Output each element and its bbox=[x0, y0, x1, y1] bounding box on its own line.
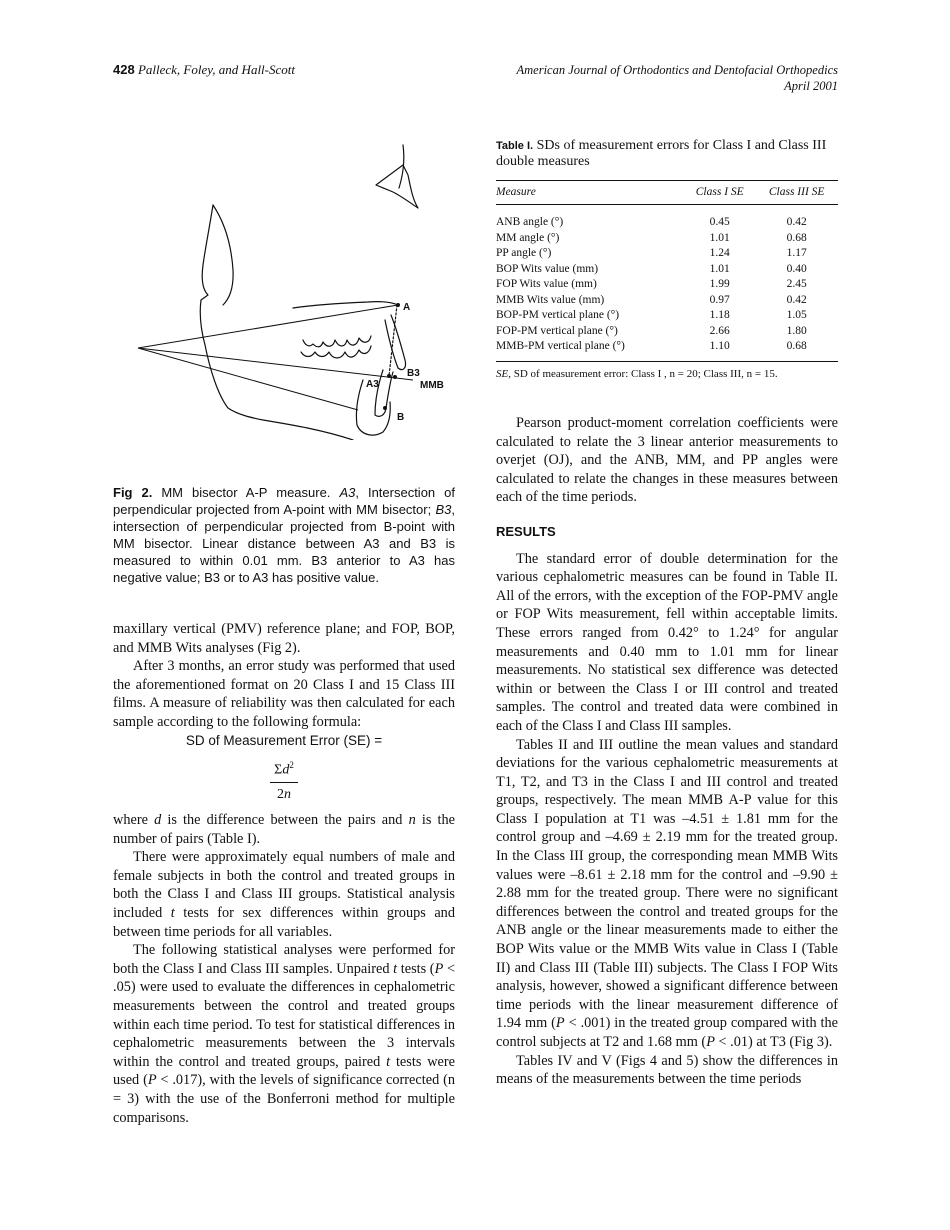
paragraph: Tables IV and V (Figs 4 and 5) show the differences in means of the measurements between the time periods bbox=[496, 1052, 838, 1088]
table-row: MMB Wits value (mm) 0.97 0.42 bbox=[496, 293, 807, 306]
paragraph: The standard error of double determination for the various cephalometric measures can be found in Table II. All of the errors, with the exception of the FOP-PMV angle or FOP Wits measurement, fell within acceptable limits. These errors ranged from 0.42° to 1.24° for angular measurements and 0.40 mm to 1.01 mm for linear measurements. No statistical sex difference was detected within or between the Class I or III control and treated samples. The control and treated data were combined in each of the Class I and Class III samples. bbox=[496, 550, 838, 734]
table-header-class-i: Class I SE bbox=[684, 181, 755, 205]
a-point bbox=[396, 303, 400, 307]
page-number: 428 bbox=[113, 62, 135, 77]
running-header-left bbox=[113, 62, 295, 78]
figure-label: Fig 2. bbox=[113, 485, 153, 500]
ramus-outline bbox=[213, 205, 233, 305]
label-b3: B3 bbox=[407, 368, 420, 379]
error-table bbox=[496, 180, 838, 362]
maxilla-outline bbox=[293, 302, 398, 308]
paragraph: Tables II and III outline the mean values and standard deviations for the various cephalometric measurements at T1, T2, and T3 in the Class I and III control and treated groups, respectively. The mean MMB A-P value for this Class I population at T1 was –4.51 ± 1.81 mm for the control group and –4.69 ± 2.19 mm for the treated group. In the Class III group, the corresponding mean MMB Wits values were –8.61 ± 2.18 mm for the control and –9.90 ± 2.88 mm for the treated group. There were no significant differences between the control and treated groups for the ANB angle or the linear measurements made to either the BOP Wits value or the MMB Wits value in Class I (Table II) and Class III (Table III) subjects. The Class I FOP Wits analysis, however, showed a significant difference between time periods with the linear measurement difference of 1.94 mm (P < .001) in the treated group compared with the control subjects at T2 and 1.68 mm (P < .01) at T3 (Fig 3). bbox=[496, 736, 839, 1050]
table-row: BOP-PM vertical plane (°) 1.18 1.05 bbox=[496, 309, 807, 321]
figure-caption: Fig 2. MM bisector A-P measure. A3, Intersection of perpendicular projected from A-point with MM bisector; B3, intersection of perpendicular projected from B-point with MM bisector. Linear distance between A3 and B3 is measured to within 0.01 mm. B3 anterior to A3 has negative value; B3 or to A3 has positive value. bbox=[113, 485, 455, 585]
face-posterior-outline bbox=[200, 205, 353, 440]
right-column-text bbox=[496, 414, 838, 1089]
table-row: BOP Wits value (mm) 1.01 0.40 bbox=[496, 262, 807, 275]
paragraph: There were approximately equal numbers of male and female subjects in both the control and treated groups in both the Class I and Class III groups. Statistical analysis included t tests for sex differences within groups and between time periods for all variables. bbox=[113, 849, 455, 940]
b3-point bbox=[393, 375, 397, 379]
table-row: FOP-PM vertical plane (°) 2.66 1.80 bbox=[496, 324, 807, 337]
left-column-text bbox=[113, 620, 455, 1127]
issue-date: April 2001 bbox=[784, 79, 838, 93]
mm-bisector-line bbox=[138, 348, 413, 380]
running-authors: Palleck, Foley, and Hall-Scott bbox=[137, 62, 295, 77]
table-header-measure: Measure bbox=[496, 181, 684, 205]
label-b: B bbox=[397, 412, 405, 423]
label-a: A bbox=[403, 302, 411, 313]
table-row: MM angle (°) 1.01 0.68 bbox=[496, 231, 807, 244]
table-header-class-iii: Class III SE bbox=[755, 181, 838, 205]
a3-point bbox=[387, 374, 391, 378]
upper-reference-line bbox=[138, 305, 398, 348]
section-heading-results: RESULTS bbox=[496, 523, 556, 539]
paragraph: The following statistical analyses were performed for both the Class I and Class III samples. Unpaired t tests (P < .05) were used to evaluate the differences in cephalometric measurements between the control and treated groups within each time period. To test for statistical differences in cephalometric measurements between the 3 intervals within the control and treated groups, paired t tests were used (P < .017), with the levels of significance corrected (n = 3) with the use of the Bonferroni method for multiple comparisons. bbox=[113, 942, 456, 1126]
table-i bbox=[496, 138, 838, 380]
lower-reference-line bbox=[138, 348, 358, 410]
se-formula: $\Sigma d^2$ 2n bbox=[113, 756, 455, 805]
table-row: ANB angle (°) 0.45 0.42 bbox=[496, 216, 807, 228]
paragraph: Pearson product-moment correlation coefficients were calculated to relate the 3 linear anterior measurements to overjet (OJ), and the ANB, MM, and PP angles were calculated to relate the changes in these measures between each of the time periods. bbox=[496, 415, 838, 506]
running-header-right bbox=[517, 62, 839, 94]
molar-teeth-outline bbox=[301, 336, 371, 358]
label-mmb: MMB bbox=[420, 380, 444, 391]
orbit-outline bbox=[376, 165, 418, 208]
table-row: MMB-PM vertical plane (°) 1.10 0.68 bbox=[496, 339, 838, 361]
table-row: FOP Wits value (mm) 1.99 2.45 bbox=[496, 278, 807, 290]
formula-label: SD of Measurement Error (SE) = bbox=[185, 732, 383, 748]
paragraph: where d is the difference between the pairs and n is the number of pairs (Table I). bbox=[113, 812, 456, 847]
paragraph: After 3 months, an error study was performed that used the aforementioned format on 20 Class I and 15 Class III films. A measure of reliability was then calculated for each sample according to the following formula: bbox=[113, 658, 455, 730]
table-row: PP angle (°) 1.24 1.17 bbox=[496, 247, 807, 259]
label-a3: A3 bbox=[366, 379, 379, 390]
paragraph: maxillary vertical (PMV) reference plane; and FOP, BOP, and MMB Wits analyses (Fig 2). bbox=[113, 621, 455, 656]
a-perpendicular-dashed bbox=[389, 305, 397, 376]
b-point bbox=[383, 406, 387, 410]
journal-name: American Journal of Orthodontics and Dentofacial Orthopedics bbox=[516, 63, 838, 77]
table-title: Table I. SDs of measurement errors for Class I and Class III double measures bbox=[496, 138, 827, 169]
cephalometric-tracing-figure bbox=[113, 140, 458, 440]
table-footnote: SE, SD of measurement error: Class I , n = 20; Class III, n = 15. bbox=[496, 367, 778, 380]
